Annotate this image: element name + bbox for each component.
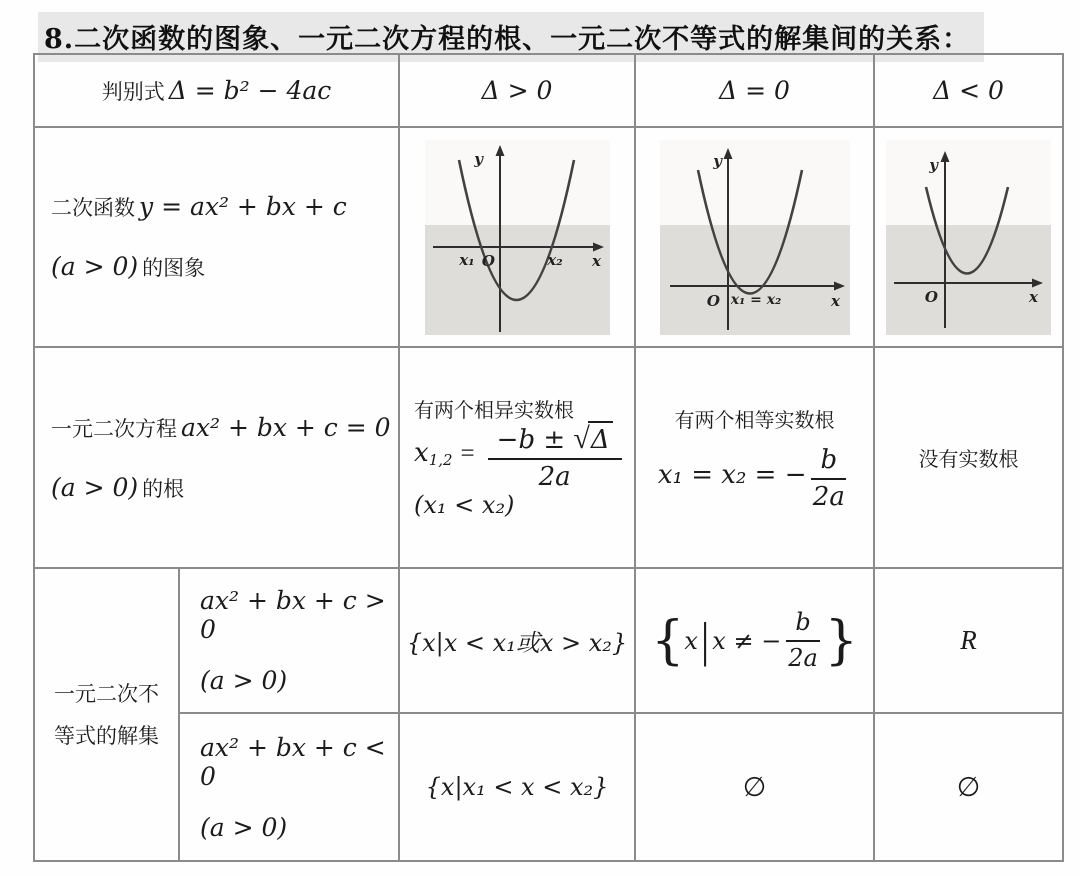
solution-lt-delta-zero-cell bbox=[635, 713, 874, 861]
function-label-cn: 二次函数 bbox=[51, 196, 135, 220]
root-base: x bbox=[414, 437, 429, 468]
case-delta-negative-cell bbox=[874, 54, 1063, 127]
no-roots-cell bbox=[874, 347, 1063, 568]
function-label-cn-2: 的图象 bbox=[142, 256, 206, 280]
set-bar: | bbox=[700, 614, 710, 667]
inequality-gt-expression-cell bbox=[179, 568, 399, 713]
solution-set-exclude-vertex bbox=[636, 610, 873, 670]
y-axis-label: y bbox=[473, 149, 483, 168]
x-axis-label: x bbox=[591, 251, 601, 270]
solution-gt-delta-zero-cell bbox=[635, 568, 874, 713]
radical-sign: √ bbox=[573, 421, 590, 455]
quadratic-formula-fraction bbox=[488, 423, 622, 492]
inequality-gt-formula: ax² + bx + c > 0 bbox=[200, 586, 386, 644]
case-delta-positive: Δ > 0 bbox=[481, 76, 553, 105]
empty-set-symbol: ∅ bbox=[956, 771, 981, 803]
origin-label: O bbox=[481, 251, 495, 270]
empty-set-symbol: ∅ bbox=[742, 771, 767, 803]
close-brace: } bbox=[824, 610, 858, 671]
solution-lt-delta-pos-cell bbox=[399, 713, 635, 861]
discriminant-formula: Δ = b² − 4ac bbox=[168, 75, 332, 105]
roots-distinct-cell bbox=[399, 347, 635, 568]
roots-distinct-text: 有两个相异实数根 bbox=[414, 397, 575, 422]
function-label-cell bbox=[34, 127, 399, 347]
graph-scan-band bbox=[425, 225, 610, 335]
no-roots-text: 没有实数根 bbox=[918, 447, 1019, 471]
root1-label: x₁ bbox=[458, 250, 475, 269]
case-delta-zero: Δ = 0 bbox=[719, 76, 790, 105]
real-numbers-symbol: R bbox=[960, 625, 977, 655]
function-formula: y = ax² + bx + c bbox=[139, 192, 347, 221]
inequality-gt-row bbox=[34, 568, 1063, 713]
graph-row bbox=[34, 127, 1063, 347]
solution-gt-delta-neg-cell bbox=[874, 568, 1063, 713]
quadratic-formula bbox=[414, 423, 627, 492]
equal-roots-formula bbox=[657, 444, 851, 512]
root2-label: x₂ bbox=[546, 250, 563, 269]
graph-scan-band bbox=[886, 225, 1051, 335]
double-root-label: x₁ = x₂ bbox=[730, 291, 781, 308]
set-variable: x bbox=[684, 626, 698, 655]
denominator: 2a bbox=[538, 462, 571, 493]
origin-label: O bbox=[706, 291, 720, 310]
inequality-gt-condition: (a > 0) bbox=[200, 666, 288, 695]
roots-order-note: (x₁ < x₂) bbox=[414, 491, 515, 520]
graph-no-root-cell bbox=[874, 127, 1063, 347]
case-delta-negative: Δ < 0 bbox=[933, 76, 1004, 105]
parabola-two-roots-graph bbox=[425, 140, 610, 335]
header-row bbox=[34, 54, 1063, 127]
equal-roots-lhs: x₁ = x₂ = − bbox=[657, 459, 807, 490]
open-brace: { bbox=[651, 610, 685, 671]
roots-row bbox=[34, 347, 1063, 568]
solution-lt-delta-neg-cell bbox=[874, 713, 1063, 861]
function-condition: (a > 0) bbox=[51, 252, 139, 281]
inequality-lt-row bbox=[34, 713, 1063, 861]
numerator-prefix: −b ± bbox=[496, 424, 574, 455]
parabola-no-root-graph bbox=[886, 140, 1051, 335]
inequality-label-cell bbox=[34, 568, 179, 861]
page-title: 8.二次函数的图象、一元二次方程的根、一元二次不等式的解集间的关系： bbox=[38, 12, 984, 62]
roots-equal-text: 有两个相等实数根 bbox=[674, 407, 835, 432]
origin-label: O bbox=[924, 287, 939, 306]
equation-label-cell bbox=[34, 347, 399, 568]
equals-sign: = bbox=[460, 439, 475, 467]
inequality-label-line2: 等式的解集 bbox=[54, 723, 159, 748]
inequality-lt-formula: ax² + bx + c < 0 bbox=[200, 732, 386, 791]
solution-gt-delta-pos-cell bbox=[399, 568, 635, 713]
graph-double-root-cell bbox=[635, 127, 874, 347]
y-axis-label: y bbox=[712, 151, 722, 170]
numerator: b bbox=[786, 610, 819, 641]
relation-table bbox=[33, 53, 1064, 862]
equation-formula: ax² + bx + c = 0 bbox=[181, 412, 391, 442]
roots-equal-cell bbox=[635, 347, 874, 568]
case-delta-positive-cell bbox=[399, 54, 635, 127]
graph-two-roots-cell bbox=[399, 127, 635, 347]
root-subscript: 1,2 bbox=[428, 450, 453, 469]
equation-label-cn: 一元二次方程 bbox=[51, 416, 177, 441]
numerator: b bbox=[811, 447, 846, 480]
set-fraction bbox=[786, 610, 819, 670]
graph-scan-band bbox=[660, 225, 850, 335]
radicand: Δ bbox=[588, 421, 613, 455]
denominator: 2a bbox=[812, 482, 845, 512]
denominator: 2a bbox=[788, 643, 818, 672]
equation-label-cn-2: 的根 bbox=[142, 476, 185, 501]
discriminant-header-cell bbox=[34, 54, 399, 127]
x-axis-label: x bbox=[830, 291, 840, 310]
solution-set-between-roots: {x|x₁ < x < x₂} bbox=[425, 773, 609, 801]
y-axis-label: y bbox=[929, 155, 939, 174]
case-delta-zero-cell bbox=[635, 54, 874, 127]
discriminant-label-cn: 判别式 bbox=[101, 79, 165, 104]
set-condition: x ≠ − bbox=[712, 626, 782, 655]
inequality-label-line1: 一元二次不 bbox=[54, 681, 159, 706]
inequality-lt-condition: (a > 0) bbox=[200, 812, 288, 842]
equal-roots-fraction bbox=[811, 444, 846, 512]
solution-set-two-intervals: {x|x < x₁或x > x₂} bbox=[406, 629, 628, 657]
parabola-double-root-graph bbox=[660, 140, 850, 335]
equation-condition: (a > 0) bbox=[51, 472, 139, 502]
inequality-lt-expression-cell bbox=[179, 713, 399, 861]
x-axis-label: x bbox=[1029, 287, 1039, 306]
